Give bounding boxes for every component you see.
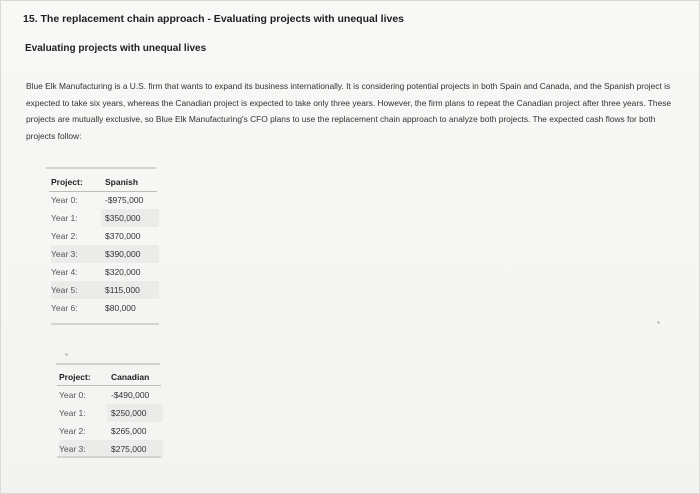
decorative-dot bbox=[657, 321, 660, 324]
problem-description: Blue Elk Manufacturing is a U.S. firm that wants to expand its business internationally. It is considering potential projects in both Spain and Canada, and the Spanish project is expected to take six years, whereas the Canadian project is expected to take only three years. However, the firm plans to repeat the Canadian project after three years. These projects are mutually exclusive, so Blue Elk Manufacturing's CFO plans to use the replacement chain approach to analyze both projects. The expected cash flows for both projects follow: bbox=[26, 81, 672, 141]
table-header-row bbox=[59, 368, 163, 386]
cash-flow-value: $350,000 bbox=[101, 209, 159, 227]
table-row bbox=[51, 281, 159, 299]
cash-flow-value: $250,000 bbox=[107, 404, 163, 422]
canadian-table-top-rule bbox=[56, 363, 160, 365]
table-row bbox=[51, 227, 159, 245]
cash-flow-value: -$975,000 bbox=[105, 195, 144, 205]
year-label: Year 4: bbox=[51, 267, 78, 277]
table-row bbox=[59, 386, 163, 404]
header-project-name: Canadian bbox=[111, 372, 150, 382]
year-label: Year 5: bbox=[51, 281, 101, 299]
cash-flow-value: $80,000 bbox=[105, 303, 136, 313]
cash-flow-value: $320,000 bbox=[105, 267, 141, 277]
spanish-header-rule bbox=[49, 191, 157, 192]
spanish-table-top-rule bbox=[46, 167, 156, 169]
cash-flow-value: $265,000 bbox=[111, 426, 147, 436]
year-label: Year 1: bbox=[51, 213, 78, 223]
table-row bbox=[51, 209, 159, 227]
spanish-table-bottom-rule bbox=[51, 323, 159, 325]
header-label: Project: bbox=[51, 177, 83, 187]
table-header-row bbox=[51, 173, 159, 191]
year-label: Year 6: bbox=[51, 303, 78, 313]
canadian-header-rule bbox=[57, 385, 161, 386]
table-row bbox=[51, 191, 159, 209]
section-title: Evaluating projects with unequal lives bbox=[25, 43, 207, 54]
cash-flow-value: $275,000 bbox=[107, 440, 163, 458]
spanish-cash-flow-table bbox=[51, 173, 159, 317]
table-row bbox=[51, 299, 159, 317]
year-label: Year 1: bbox=[59, 408, 86, 418]
cash-flow-value: $390,000 bbox=[101, 245, 159, 263]
canadian-table-bottom-rule bbox=[57, 456, 161, 458]
table-row bbox=[51, 263, 159, 281]
table-row bbox=[59, 422, 163, 440]
year-label: Year 0: bbox=[51, 195, 78, 205]
canadian-cash-flow-table bbox=[59, 368, 163, 458]
year-label: Year 3: bbox=[59, 440, 107, 458]
header-project-name: Spanish bbox=[105, 177, 139, 187]
year-label: Year 2: bbox=[59, 426, 86, 436]
year-label: Year 3: bbox=[51, 245, 101, 263]
question-title: 15. The replacement chain approach - Evaluating projects with unequal lives bbox=[23, 13, 405, 25]
cash-flow-value: -$490,000 bbox=[111, 390, 150, 400]
header-label: Project: bbox=[59, 372, 91, 382]
cash-flow-value: $115,000 bbox=[101, 281, 159, 299]
year-label: Year 2: bbox=[51, 231, 78, 241]
cash-flow-value: $370,000 bbox=[105, 231, 141, 241]
table-row bbox=[59, 404, 163, 422]
year-label: Year 0: bbox=[59, 390, 86, 400]
decorative-dot bbox=[65, 353, 68, 356]
table-row bbox=[51, 245, 159, 263]
